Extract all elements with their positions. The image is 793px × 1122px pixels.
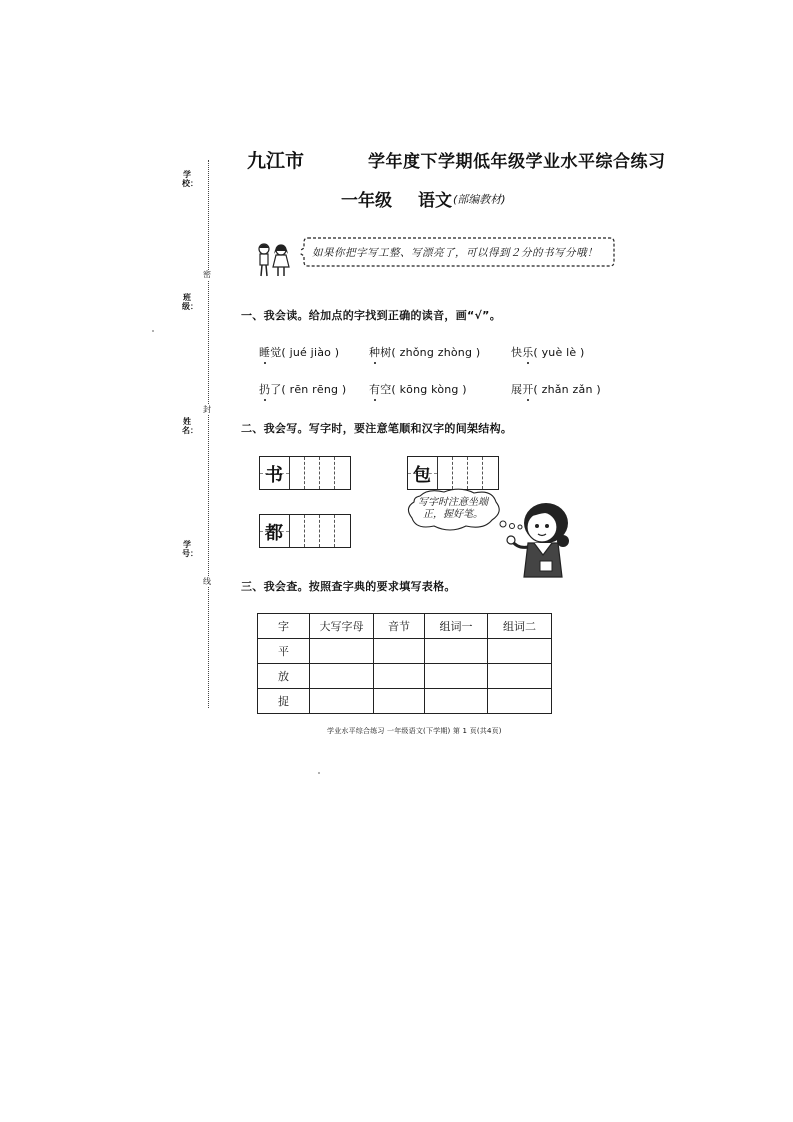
writing-grid-bao[interactable] (407, 456, 499, 490)
header-syllable: 音节 (374, 614, 425, 639)
cell-capital-ping[interactable] (310, 639, 374, 664)
subject-label: 语文 (418, 191, 452, 211)
pinyin-item-5[interactable]: 有空( kōng kòng ) (369, 383, 467, 396)
girl-icon (500, 497, 572, 587)
binding-dotted-line (208, 160, 209, 708)
table-row (258, 664, 552, 689)
seal-char-feng: 封 (203, 405, 211, 414)
writing-grid-dou[interactable] (259, 514, 351, 548)
pinyin-item-3[interactable]: 快乐( yuè lè ) (511, 346, 585, 359)
cell-word-two-fang[interactable] (488, 664, 552, 689)
scan-speck (318, 772, 320, 774)
pinyin-item-6[interactable]: 展开( zhǎn zǎn ) (511, 383, 601, 396)
exam-title: 学年度下学期低年级学业水平综合练习 (368, 152, 666, 172)
kids-icon (253, 240, 293, 280)
seal-char-xian: 线 (203, 577, 211, 586)
header-zi: 字 (258, 614, 310, 639)
header-word-two: 组词二 (488, 614, 552, 639)
cell-word-two-ping[interactable] (488, 639, 552, 664)
cell-word-one-fang[interactable] (425, 664, 488, 689)
writing-grid-shu[interactable] (259, 456, 351, 490)
cell-word-one-ping[interactable] (425, 639, 488, 664)
header-capital-letter: 大写字母 (310, 614, 374, 639)
name-label: 姓名： (182, 417, 198, 435)
edition-label: (部编教材) (453, 193, 506, 206)
cell-capital-fang[interactable] (310, 664, 374, 689)
pinyin-item-2[interactable]: 种树( zhǒng zhòng ) (369, 346, 481, 359)
cell-syllable-ping[interactable] (374, 639, 425, 664)
table-header-row (258, 614, 552, 639)
row-char-fang: 放 (258, 664, 310, 689)
row-char-ping: 平 (258, 639, 310, 664)
section3-heading: 三、我会查。按照查字典的要求填写表格。 (241, 580, 456, 593)
cell-capital-zhuo[interactable] (310, 689, 374, 714)
row-char-zhuo: 捉 (258, 689, 310, 714)
grid-char-shu: 书 (265, 465, 283, 486)
school-label: 学校： (182, 170, 198, 188)
page-footer: 学业水平综合练习 一年级语文(下学期) 第 1 页(共4页) (327, 727, 502, 735)
grade-label: 一年级 (341, 191, 392, 211)
cell-syllable-fang[interactable] (374, 664, 425, 689)
table-row (258, 639, 552, 664)
grid-char-dou: 都 (265, 523, 283, 544)
cell-word-two-zhuo[interactable] (488, 689, 552, 714)
seal-char-mi: 密 (203, 270, 211, 279)
section1-heading: 一、我会读。给加点的字找到正确的读音，画“√”。 (241, 309, 501, 322)
class-label: 班级： (182, 293, 198, 311)
scan-speck (152, 330, 154, 332)
cell-word-one-zhuo[interactable] (425, 689, 488, 714)
header-word-one: 组词一 (425, 614, 488, 639)
table-row (258, 689, 552, 714)
section2-heading: 二、我会写。写字时，要注意笔顺和汉字的间架结构。 (241, 422, 513, 435)
student-id-label: 学号： (182, 540, 198, 558)
pinyin-item-1[interactable]: 睡觉( jué jiào ) (259, 346, 340, 359)
dictionary-table (257, 613, 552, 714)
grid-char-bao: 包 (413, 465, 431, 486)
city-name: 九江市 (247, 150, 305, 172)
cell-syllable-zhuo[interactable] (374, 689, 425, 714)
pinyin-item-4[interactable]: 扔了( rēn rēng ) (259, 383, 347, 396)
handwriting-notice: 如果你把字写工整、写漂亮了，可以得到２分的书写分哦！ (312, 247, 598, 259)
writing-tip: 写字时注意坐端正，握好笔。 (418, 497, 488, 520)
